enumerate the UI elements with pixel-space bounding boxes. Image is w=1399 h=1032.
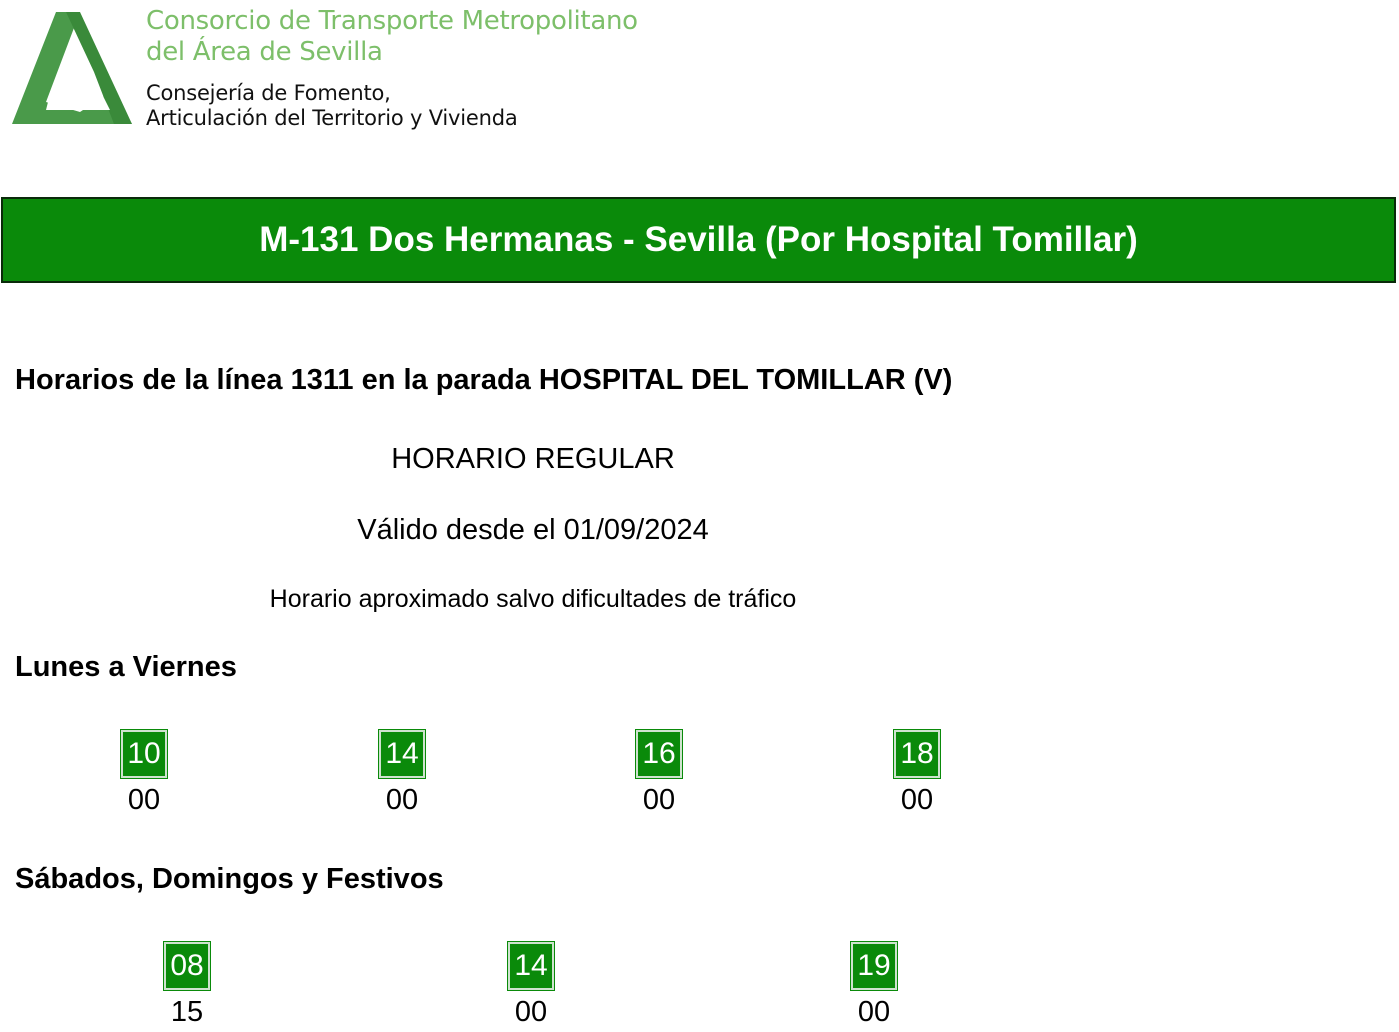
time-slot: [94, 730, 194, 820]
time-slot: [352, 730, 452, 820]
time-slot: [609, 730, 709, 820]
junta-andalucia-logo-icon: [10, 12, 132, 126]
time-slot: [481, 942, 581, 1032]
route-title: M-131 Dos Hermanas - Sevilla (Por Hospital Tomillar): [259, 220, 1138, 259]
department-name: Consejería de Fomento, Articulación del Territorio y Vivienda: [146, 81, 518, 130]
hour-box: 19: [851, 942, 896, 990]
time-slot: [867, 730, 967, 820]
hour-box: 10: [121, 730, 166, 778]
route-title-banner: [1, 197, 1396, 283]
minute-value: 00: [900, 784, 934, 816]
minute-value: 00: [642, 784, 676, 816]
time-slot: [137, 942, 237, 1032]
minute-value: 15: [170, 996, 204, 1028]
traffic-note: Horario aproximado salvo dificultades de tráfico: [269, 585, 797, 613]
minute-value: 00: [514, 996, 548, 1028]
hour-box: 14: [508, 942, 553, 990]
hour-box: 08: [164, 942, 209, 990]
weekdays-label: Lunes a Viernes: [15, 651, 237, 683]
schedule-heading: Horarios de la línea 1311 en la parada HOSPITAL DEL TOMILLAR (V): [15, 364, 953, 396]
hour-box: 16: [636, 730, 681, 778]
valid-from: Válido desde el 01/09/2024: [357, 514, 709, 546]
minute-value: 00: [127, 784, 161, 816]
schedule-type: HORARIO REGULAR: [391, 443, 675, 475]
weekends-label: Sábados, Domingos y Festivos: [15, 863, 444, 895]
hour-box: 18: [894, 730, 939, 778]
minute-value: 00: [857, 996, 891, 1028]
time-slot: [824, 942, 924, 1032]
minute-value: 00: [385, 784, 419, 816]
hour-box: 14: [379, 730, 424, 778]
organization-name: Consorcio de Transporte Metropolitano del Área de Sevilla: [146, 6, 638, 67]
